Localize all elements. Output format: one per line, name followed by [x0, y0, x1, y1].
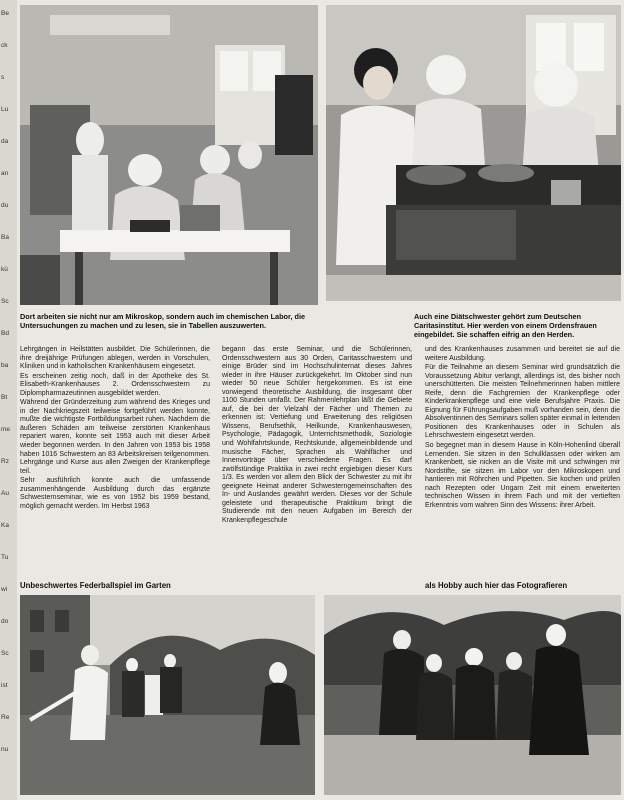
paragraph: und des Krankenhauses zusammen und bereitet sie auf die weitere Ausbildung.: [425, 346, 620, 362]
text-column-left: [20, 346, 210, 512]
paragraph: begann das erste Seminar, und die Schülerinnen, Ordensschwestern aus 30 Orden, Caritasschwestern und einige Brüder sind im Hochschulinternat dieses Jahres wieder in ihre Häuser zurückgekehrt. Im Oktober sind nun wieder 50 neue Schüler hergekommen. Es ist eine vorwiegend theoretische Ausbildung, die insgesamt über 1100 Stunden umfaßt. Der Rahmenlehrplan läßt die Gebiete auf, die bei der Vielzahl der Fächer und Themen zu erkennen ist: Vertiefung und Erweiterung des religiösen Wissens, Berufsethik, Heilkunde, Krankenhauswesen, Psychologie, Pädagogik, Unterrichtsmethodik, Soziologie und Wohlfahrtskunde, Rechtskunde, allgemeinbildende und musische Fächer, Sprachen als Wahlfächer und Innenvorträge über verschiedene Fragen. Es darf zwölfstündige Praktika in zwei recht ergiebigen dieser Kurs 1/3. Es werden vor allem den Blick der Schwester zu mit ihr geeignete Heimat anderer Schwesterngemeinschaften des In- und Auslandes gewährt werden. Dieses vor der Schule geleistete und therapeutische Praktikum bringt die Studierende mit den neuen Aufgaben im Bereich der Krankenpflegeschule: [222, 346, 412, 524]
edge-fragment: Re: [1, 714, 10, 721]
edge-fragment: kü: [1, 266, 8, 273]
paragraph: So begegnet man in diesem Hause in Köln-Hohenlind überall Lernenden. Sie sitzen in den Schulklassen oder wirken am Krankenbett, sie nicken an die Visite mit und schwingen mir Nordstifte, sie sitzen im Labor vor den Mikroskopen und hantieren mit Röhrchen und Pipetten. Sie kochen und prüfen nach Rezepten oder Ungarn Zeit mit einem erweiterten technischen Wissen in ihrem Fach und mit der vertieften Erkenntnis vom wahren Sinn des Wissens: ihrer Arbeit.: [425, 442, 620, 509]
caption-laboratory: Dort arbeiten sie nicht nur am Mikroskop, sondern auch im chemischen Labor, die Untersuchungen zu machen und zu lesen, sie in Tabellen auszuwerten.: [20, 312, 306, 330]
edge-fragment: Rz: [1, 458, 9, 465]
edge-fragment: Bd: [1, 330, 9, 337]
edge-fragment: du: [1, 202, 9, 209]
edge-fragment: an: [1, 170, 9, 177]
edge-fragment: s: [1, 74, 5, 81]
caption-photography: als Hobby auch hier das Fotografieren: [425, 581, 568, 590]
photo-badminton-garden: [20, 595, 315, 795]
paragraph: Für die Teilnahme an diesem Seminar wird grundsätzlich die Voraussetzung Abitur verlangt, allerdings ist, des bisher noch unerschütterten. Die meisten Teilnehmerinnen haben mittlere Reife, denn die Fachgremien der Krankenpflege oder Kinderkrankenpflege und eine viele Berufsjahre Praxis. Die Eignung für Führungsaufgaben muß vorhanden sein, denn die Absolventinnen des Seminars sollen später einmal in leitenden Positionen des Krankenhauses oder in Schulen als Lehrschwestern eingesetzt werden.: [425, 364, 620, 440]
paragraph: Sehr ausführlich konnte auch die umfassende zusammenhängende Ausbildung durch das ergänzte Schwesternseminar, wie es von 1952 bis 1959 bestand, möglich gemacht werden. Im Herbst 1963: [20, 477, 210, 510]
edge-fragment: me: [1, 426, 11, 433]
photo-kitchen: [326, 5, 621, 301]
paragraph: Es erscheinen zeitig noch, daß in der Apotheke des St. Elisabeth-Krankenhauses 2. Ordensschwestern zu Diplompharmazeutinnen ausgebildet werden.: [20, 372, 210, 397]
text-column-middle: [222, 346, 412, 526]
edge-fragment: Be: [1, 10, 9, 17]
edge-fragment: Sc: [1, 650, 9, 657]
edge-fragment: Ka: [1, 522, 9, 529]
edge-fragment: nu: [1, 746, 9, 753]
edge-fragment: ba: [1, 362, 9, 369]
caption-kitchen: Auch eine Diätschwester gehört zum Deutschen Caritasinstitut. Hier werden von einem Ordensfrauen eingebildet. Sie schaffen eifrig an den Herden.: [414, 312, 597, 339]
adjacent-page-edge: [0, 0, 17, 800]
edge-fragment: ist: [1, 682, 8, 689]
edge-fragment: Bt: [1, 394, 8, 401]
text-column-right: [425, 346, 620, 511]
edge-fragment: Au: [1, 490, 9, 497]
paragraph: Lehrgängen in Heilstätten ausbildet. Die Schülerinnen, die ihre dreijährige Prüfungen ablegen, werden in Vorschulen, Kliniken und in katholischen Krankenhäusern eingesetzt.: [20, 346, 210, 371]
edge-fragment: Ba: [1, 234, 9, 241]
edge-fragment: Sc: [1, 298, 9, 305]
caption-badminton: Unbeschwertes Federballspiel im Garten: [20, 581, 171, 590]
photo-photography-garden: [324, 595, 621, 795]
edge-fragment: ck: [1, 42, 8, 49]
edge-fragment: do: [1, 618, 9, 625]
paragraph: Während der Gründerzeitung zum während des Krieges und in der Nachkriegszeit teilweise fortgeführt werden konnte, mußte die wichtigste Fortbildungsarbeit ruhen. Nachdem die äußeren Schäden am teilweise zerstörten Krankenhaus repariert waren, konnte seit 1953 auch mit dieser Arbeit wieder begonnen werden. In den Jahren von 1953 bis 1958 haben 1016 Schwestern an 83 Arbeitskreisen teilgenommen. Lehrgänge und Kurse aus allen Zweigen der Krankenpflege teil.: [20, 399, 210, 475]
edge-fragment: da: [1, 138, 9, 145]
edge-fragment: Tu: [1, 554, 9, 561]
photo-laboratory: [20, 5, 318, 305]
edge-fragment: wi: [1, 586, 8, 593]
edge-fragment: Lu: [1, 106, 9, 113]
